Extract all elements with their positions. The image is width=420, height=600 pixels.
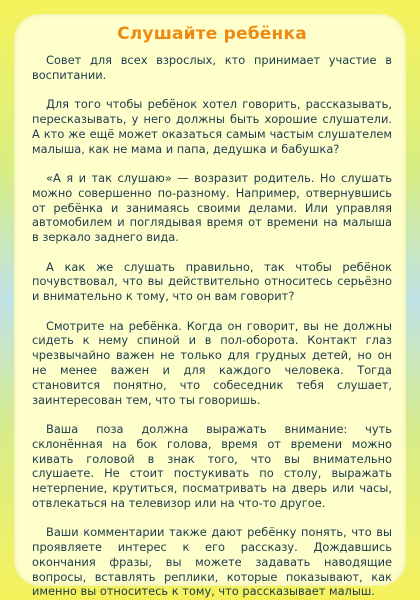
paragraph-how-to-listen: А как же слушать правильно, так чтобы ребёнок почувствовал, что вы действительно относитесь серьёзно и внимательно к тому, что он вам говорит? [32, 259, 392, 304]
paragraph-comments: Ваши комментарии также дают ребёнку понять, что вы проявляете интерес к его рассказу. Дождавшись окончания фразы, вы можете задавать наводящие вопросы, вставлять реплики, которые показывают, как именно вы относитесь к тому, что рассказывает малыш. [32, 525, 392, 599]
article-card [14, 14, 406, 599]
paragraph-posture: Ваша поза должна выражать внимание: чуть склонённая на бок голова, время от времени можно кивать головой в знак того, что вы внимательно слушаете. Не стоит постукивать по столу, выражать нетерпение, крутиться, посматривать на дверь или часы, отвлекаться на телевизор или на что-то другое. [32, 421, 392, 510]
paragraph-listeners: Для того чтобы ребёнок хотел говорить, рассказывать, пересказывать, у него должны быть хорошие слушатели. А кто же ещё может оказаться самым частым слушателем малыша, как не мама и папа, дедушка и бабушка? [32, 97, 392, 156]
paragraph-listen-differently: «А я и так слушаю» — возразит родитель. Но слушать можно совершенно по-разному. Например, отвернувшись от ребёнка и занимаясь своими делами. Или управляя автомобилем и поглядывая время от времени на малыша в зеркало заднего вида. [32, 170, 392, 245]
paragraph-intro: Совет для всех взрослых, кто принимает участие в воспитании. [32, 53, 392, 82]
paragraph-eye-contact: Смотрите на ребёнка. Когда он говорит, вы не должны сидеть к нему спиной и в пол-оборота. Контакт глаз чрезвычайно важен не только для грудных детей, но он не менее важен и для каждого человека. Тогда становится понятно, что собеседник тебя слушает, заинтересован тем, что ты говоришь. [32, 318, 392, 407]
page-title: Слушайте ребёнка [117, 24, 307, 44]
